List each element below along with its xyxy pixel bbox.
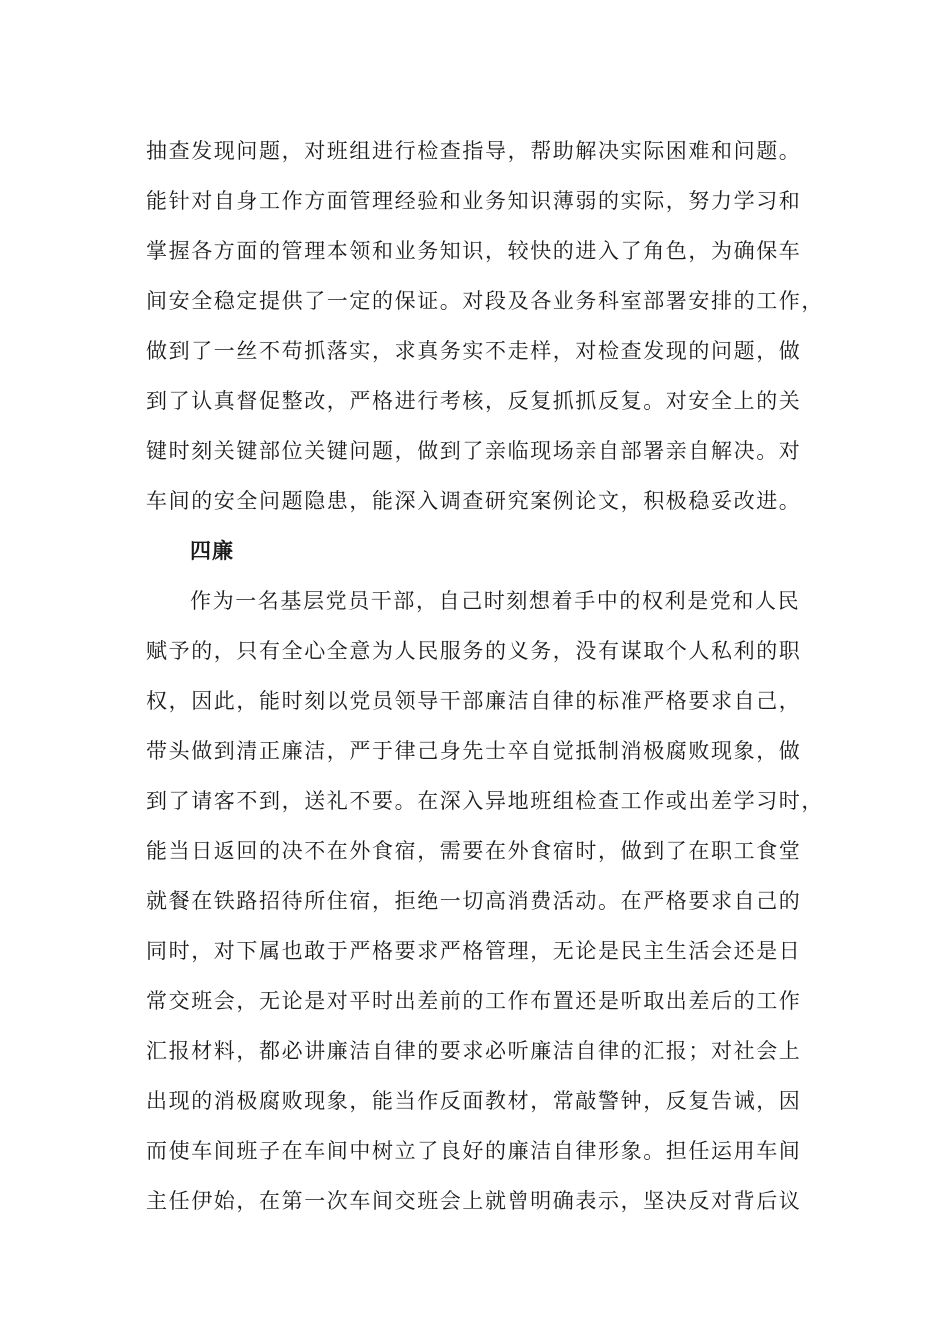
text-line: 常交班会，无论是对平时出差前的工作布置还是听取出差后的工作 xyxy=(146,989,802,1013)
text-line: 掌握各方面的管理本领和业务知识，较快的进入了角色，为确保车 xyxy=(146,239,802,263)
text-line: 而使车间班子在车间中树立了良好的廉洁自律形象。担任运用车间 xyxy=(146,1139,802,1163)
section-heading: 四廉 xyxy=(190,539,234,563)
text-line: 权，因此，能时刻以党员领导干部廉洁自律的标准严格要求自己， xyxy=(146,689,802,713)
text-line: 到了请客不到，送礼不要。在深入异地班组检查工作或出差学习时， xyxy=(146,789,824,813)
text-line: 主任伊始，在第一次车间交班会上就曾明确表示，坚决反对背后议 xyxy=(146,1189,802,1213)
text-line: 赋予的，只有全心全意为人民服务的义务，没有谋取个人私利的职 xyxy=(146,639,802,663)
text-line: 带头做到清正廉洁，严于律己身先士卒自觉抵制消极腐败现象，做 xyxy=(146,739,802,763)
text-line: 抽查发现问题，对班组进行检查指导，帮助解决实际困难和问题。 xyxy=(146,139,802,163)
text-line: 汇报材料，都必讲廉洁自律的要求必听廉洁自律的汇报；对社会上 xyxy=(146,1039,802,1063)
text-line: 同时，对下属也敢于严格要求严格管理，无论是民主生活会还是日 xyxy=(146,939,802,963)
text-line: 键时刻关键部位关键问题，做到了亲临现场亲自部署亲自解决。对 xyxy=(146,439,802,463)
text-line: 到了认真督促整改，严格进行考核，反复抓抓反复。对安全上的关 xyxy=(146,389,802,413)
text-line: 能当日返回的决不在外食宿，需要在外食宿时，做到了在职工食堂 xyxy=(146,839,802,863)
text-line: 就餐在铁路招待所住宿，拒绝一切高消费活动。在严格要求自己的 xyxy=(146,889,802,913)
text-line: 间安全稳定提供了一定的保证。对段及各业务科室部署安排的工作， xyxy=(146,289,824,313)
text-line: 作为一名基层党员干部，自己时刻想着手中的权利是党和人民 xyxy=(190,589,801,613)
text-line: 做到了一丝不苟抓落实，求真务实不走样，对检查发现的问题，做 xyxy=(146,339,802,363)
text-line: 出现的消极腐败现象，能当作反面教材，常敲警钟，反复告诫，因 xyxy=(146,1089,802,1113)
text-line: 车间的安全问题隐患，能深入调查研究案例论文，积极稳妥改进。 xyxy=(146,489,802,513)
text-line: 能针对自身工作方面管理经验和业务知识薄弱的实际，努力学习和 xyxy=(146,189,802,213)
